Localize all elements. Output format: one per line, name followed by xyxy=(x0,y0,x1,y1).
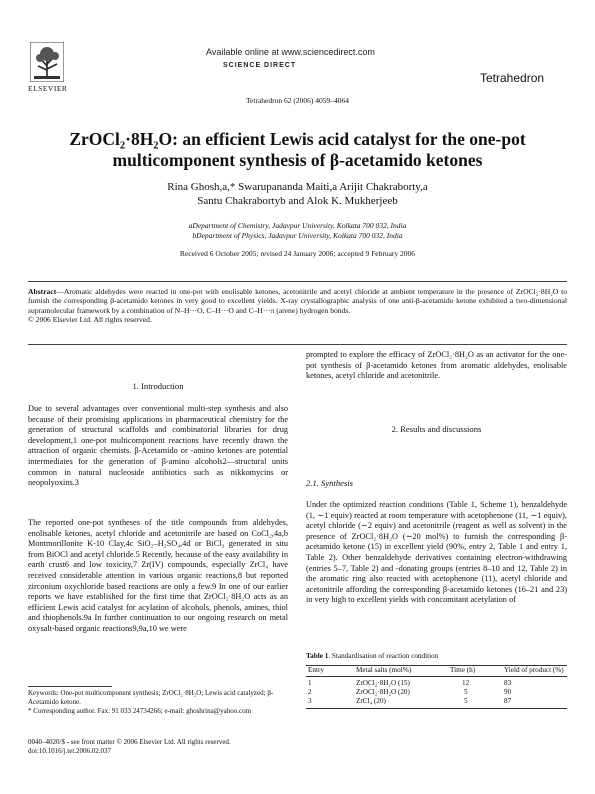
table-cell: 90 xyxy=(504,688,512,696)
abstract-text: —Aromatic aldehydes were reacted in one-pot with enolisable ketones, acetonitrile and acetyl chloride at ambient temperature in the presence of ZrOCl₂·8H₂O to furnish the corresponding β-acetamido ketones in very good to excellent yields. X-ray crystallographic analysis of one anti-β-acetamido ketone exhibited a two-dimensional supramolecular framework by a combination of N–H···O, C–H···O and C–H···π (arene) hydrogen bonds. xyxy=(28,287,567,315)
table1-caption-text: . Standardisation of reaction condition xyxy=(328,652,439,660)
table-row xyxy=(306,679,567,688)
available-online-text: Available online at www.sciencedirect.com xyxy=(206,47,375,57)
table1-header-rule xyxy=(306,676,567,677)
table-cell: 83 xyxy=(504,679,512,687)
publisher-name: ELSEVIER xyxy=(28,84,68,93)
table-cell: 87 xyxy=(504,697,512,705)
table-cell: 5 xyxy=(464,688,468,696)
abstract-bottom-rule xyxy=(28,344,567,345)
authors-line-1: Rina Ghosh,a,* Swarupananda Maiti,a Arijit Chakraborty,a xyxy=(167,181,428,193)
table1-header-cell: Time (h) xyxy=(450,666,476,674)
table-cell: ZrOCl₂·8H₂O (20) xyxy=(356,688,410,696)
table-cell: 5 xyxy=(464,697,468,705)
sciencedirect-logo: SCIENCE DIRECT xyxy=(223,62,297,69)
results-heading: 2. Results and discussions xyxy=(391,424,482,434)
footnote-rule xyxy=(28,686,112,687)
table-cell: 3 xyxy=(308,697,312,705)
keywords-text: Keywords: One-pot multicomponent synthesis; ZrOCl₂·8H₂O; Lewis acid catalyzed; β-Acetamido ketone. xyxy=(28,689,274,706)
table-cell: 2 xyxy=(308,688,312,696)
table-cell: ZrCl₄ (20) xyxy=(356,697,386,705)
intro-paragraph-2: The reported one-pot syntheses of the title compounds from aldehydes, enolisable ketones, acetyl chloride and acetonitrile are based on CoCl₂,4a,b Montmorillonite K-10 Clay,4c SiO₂–H₂SO₄,4d or BiCl₃ generated in situ from BiOCl and acetyl chloride.5 Recently, because of the easy availability in earth crust6 and low toxicity,7 Zr(IV) compounds, especially ZrCl₄ have received considerable attention in various organic reactions,8 but reported zirconium oxychloride based reactions are only a few.9 In one of our earlier reports we have established for the first time that ZrOCl₂·8H₂O acts as an efficient Lewis acid catalyst for acylation of alcohols, phenols, amines, thiol and thiophenols.9a In further continuation to our ongoing research on metal oxysalt-based organic reactions9,9a,10 we were xyxy=(28,518,288,633)
table1-bottom-rule xyxy=(306,708,567,709)
affiliation-a: aDepartment of Chemistry, Jadavpur University, Kolkata 700 032, India xyxy=(188,221,407,230)
table-row xyxy=(306,697,567,706)
table-cell: 1 xyxy=(308,679,312,687)
table-cell: 12 xyxy=(462,679,470,687)
table-row xyxy=(306,688,567,697)
title-line-1: ZrOCl₂·8H₂O: an efficient Lewis acid catalyst for the one-pot xyxy=(69,129,526,149)
journal-name: Tetrahedron xyxy=(480,71,545,85)
authors-line-2: Santu Chakrabortyb and Alok K. Mukherjeeb xyxy=(197,195,398,207)
table1-header-cell: Entry xyxy=(308,666,324,674)
keywords-footnote xyxy=(28,689,288,716)
table-cell: ZrOCl₂·8H₂O (15) xyxy=(356,679,410,687)
elsevier-tree-logo xyxy=(30,42,64,82)
issn-text: 0040–4020/$ - see front matter © 2006 Elsevier Ltd. All rights reserved. xyxy=(28,738,231,746)
table1 xyxy=(306,665,567,709)
article-title xyxy=(40,129,555,171)
abstract-copyright: © 2006 Elsevier Ltd. All rights reserved. xyxy=(28,315,152,325)
table1-header-cell: Yield of product (%) xyxy=(504,666,564,674)
received-dates: Received 6 October 2005; revised 24 January 2006; accepted 9 February 2006 xyxy=(179,249,416,258)
synthesis-subheading: 2.1. Synthesis xyxy=(306,478,354,488)
table1-header-row xyxy=(306,666,567,675)
table1-caption xyxy=(306,652,567,660)
front-matter xyxy=(28,738,288,756)
synthesis-paragraph: Under the optimized reaction conditions (Table 1, Scheme 1), benzaldehyde (1, ∼1 equiv) reacted at room temperature with acetophenone (11, ∼1 equiv), acetyl chloride (∼2 equiv) and acetonitrile (reagent as well as solvent) in the presence of ZrOCl₂·8H₂O (∼20 mol%) to furnish the corresponding β-acetamido ketone (15) in excellent yield (90%, entry 2, Table 1 and entry 1, Table 2). Other benzaldehyde derivatives containing electron-withdrawing (entries 5–7, Table 2) and -donating groups (entries 8–10 and 12, Table 2) in the aromatic ring also reacted with acetophenone (11), acetyl chloride and acetonitrile affording the corresponding β-acetamido ketones (16–21 and 23) in very high to excellent yields with concomitant acetylation of xyxy=(306,500,567,605)
table1-header-cell: Metal salts (mol%) xyxy=(356,666,412,674)
intro-heading: 1. Introduction xyxy=(132,381,184,391)
table1-grid xyxy=(306,666,567,706)
abstract-label: Abstract xyxy=(28,287,57,296)
affiliations xyxy=(40,221,555,241)
abstract-top-rule xyxy=(28,281,567,282)
table1-caption-label: Table 1 xyxy=(306,652,329,660)
author-list xyxy=(40,180,555,208)
affiliation-b: bDepartment of Physics, Jadavpur University, Kolkata 700 032, India xyxy=(192,231,403,240)
abstract-block xyxy=(28,287,567,325)
doi-text: doi:10.1016/j.tet.2006.02.037 xyxy=(28,747,112,755)
title-line-2: multicomponent synthesis of β-acetamido ketones xyxy=(112,150,483,170)
intro-paragraph-1: Due to several advantages over conventional multi-step synthesis and also because of their promising applications in pharmaceutical chemistry for the generation of structural scaffolds and combinatorial libraries for drug development,1 one-pot multicomponent reactions have recently drawn the attraction of organic chemists. β-Acetamido or -amino ketones are potential intermediates for the generation of β-amino alcohols2—structural units common in natural nucleoside antibiotics such as nikkomycins or neopolyoxins.3 xyxy=(28,404,288,488)
journal-citation: Tetrahedron 62 (2006) 4059–4064 xyxy=(246,96,349,105)
intro-continuation: prompted to explore the efficacy of ZrOCl₂·8H₂O as an activator for the one-pot synthesis of β-acetamido ketones from aromatic aldehydes, enolisable ketones, acetyl chloride and acetonitrile. xyxy=(306,350,567,381)
corresponding-author: * Corresponding author. Fax: 91 033 24734266; e-mail: ghoshrina@yahoo.com xyxy=(28,707,252,715)
